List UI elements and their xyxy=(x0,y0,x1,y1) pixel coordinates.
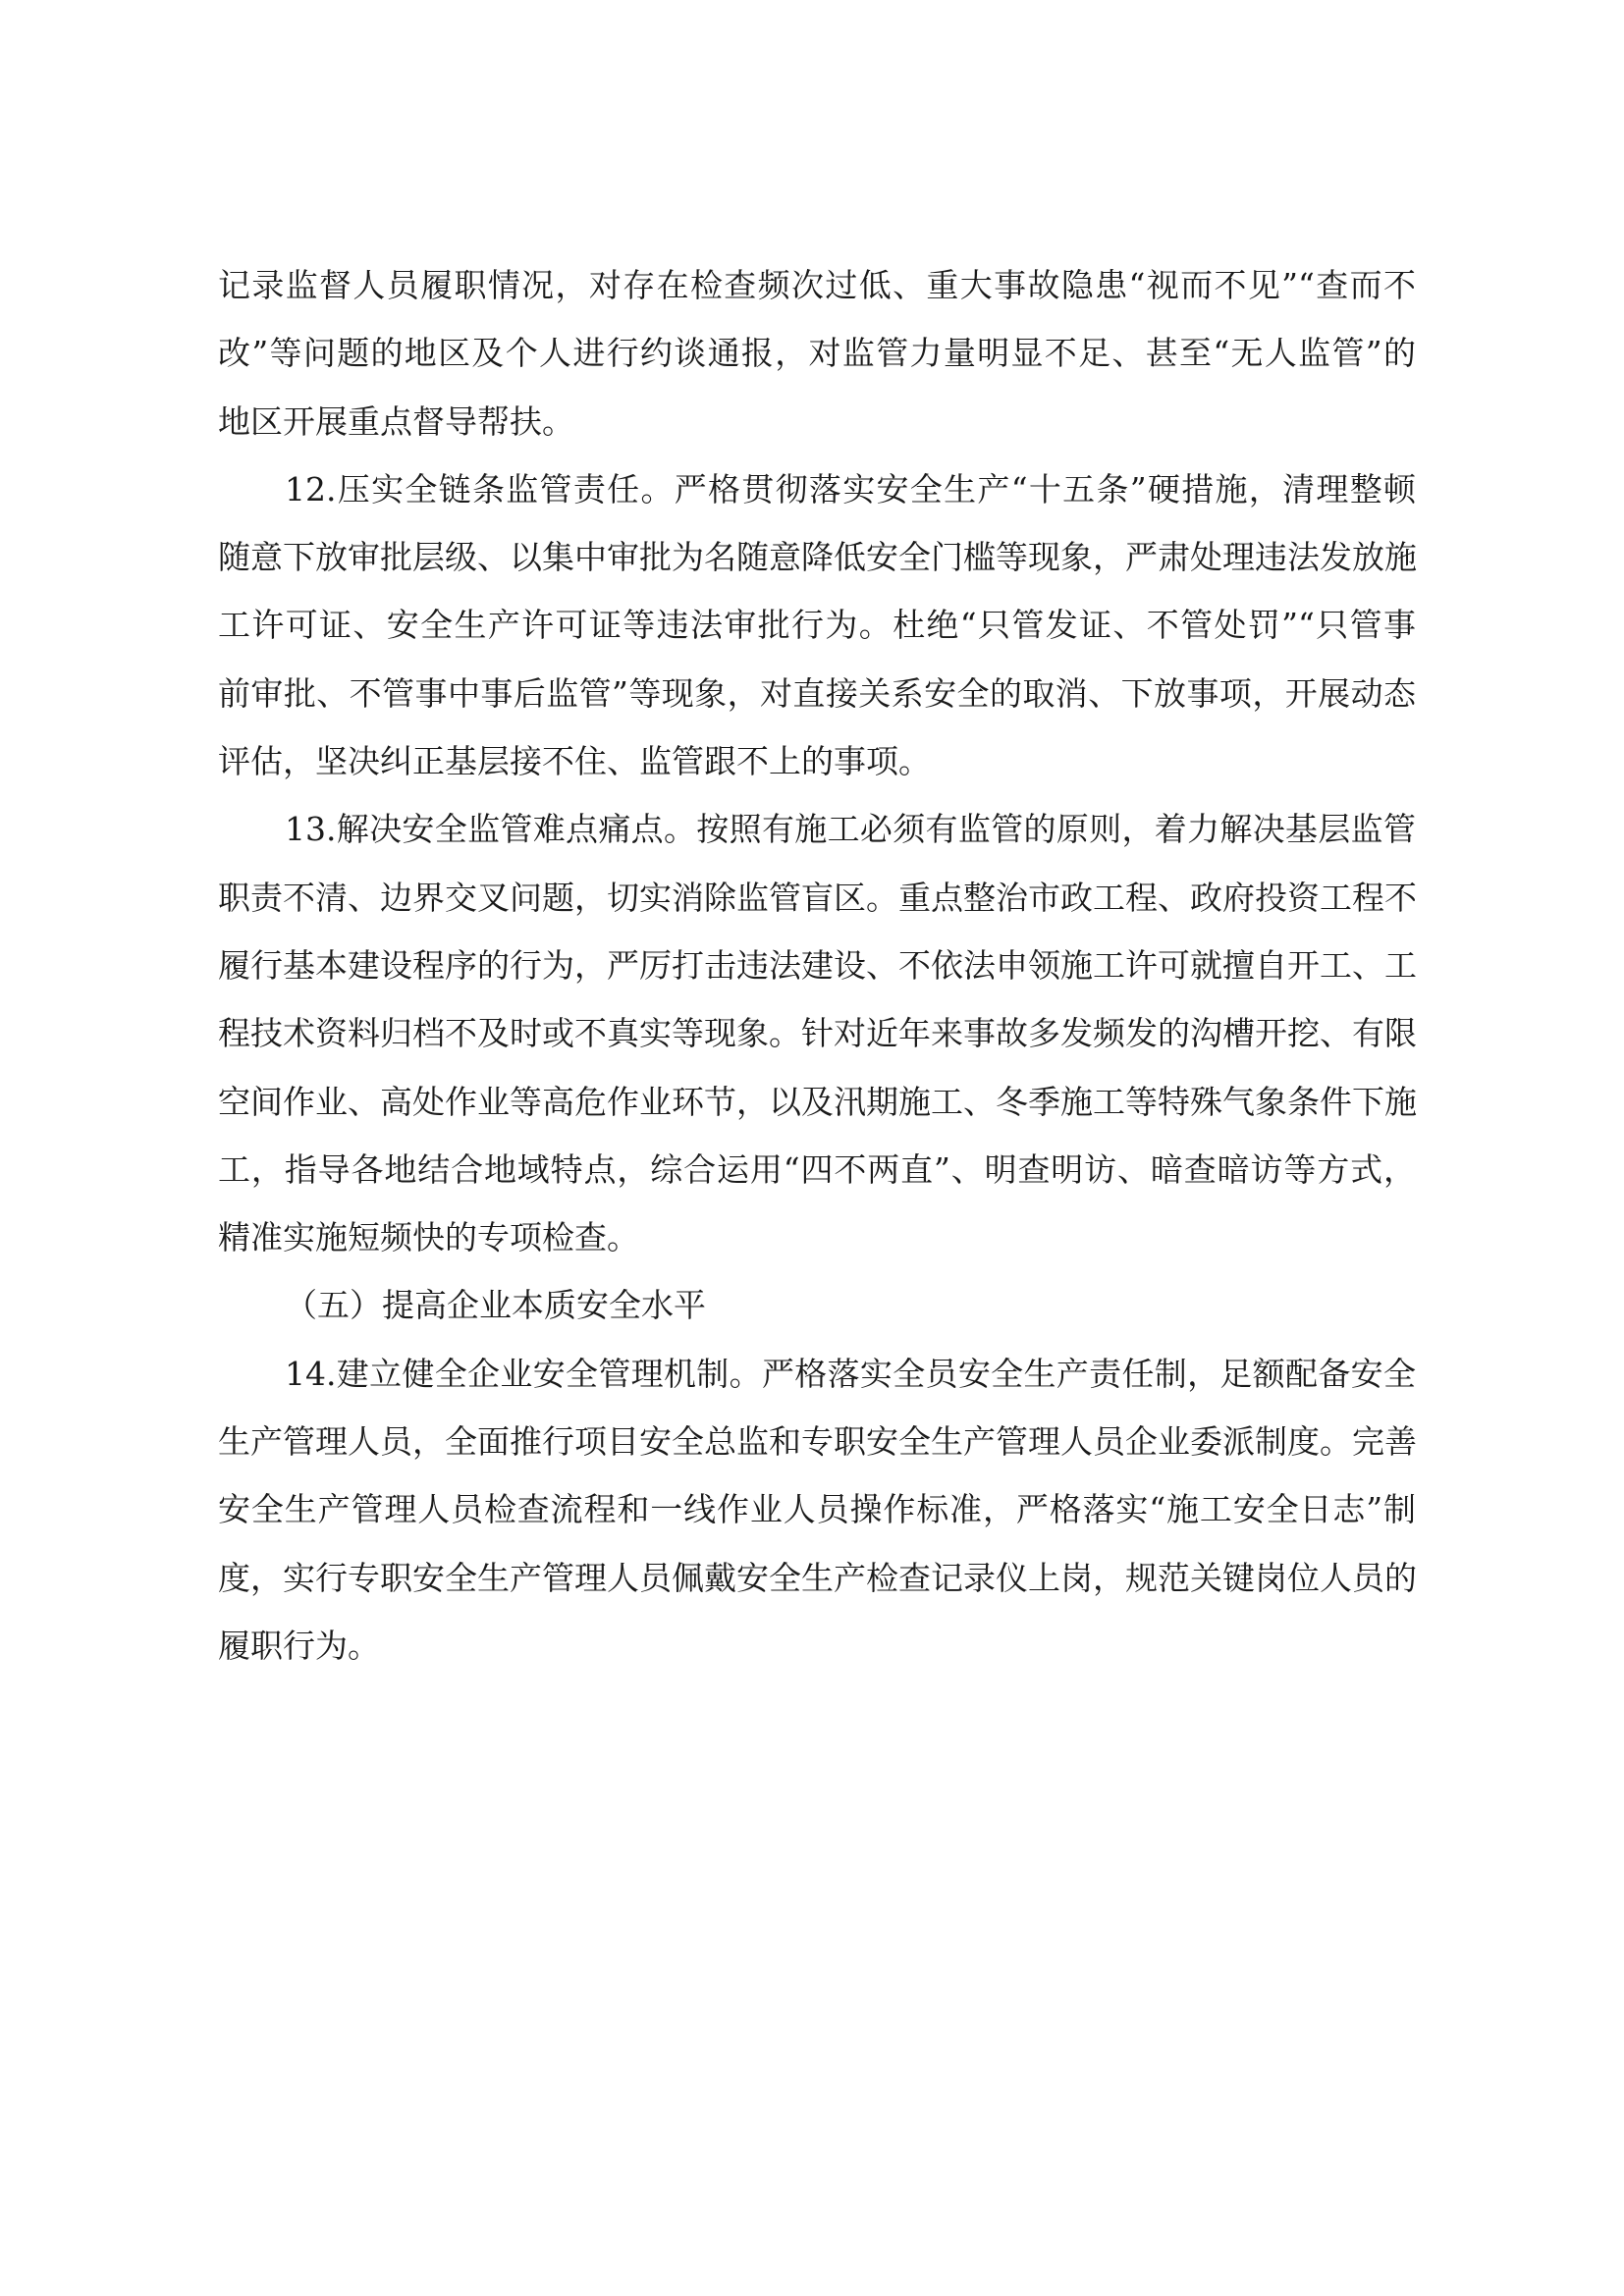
text-line: 职责不清、边界交叉问题，切实消除监管盲区。重点整治市政工程、政府投资工程不 xyxy=(218,878,1417,917)
text-line: 14.建立健全企业安全管理机制。严格落实全员安全生产责任制，足额配备安全 xyxy=(285,1354,1416,1393)
paragraph-continuation xyxy=(218,251,1416,455)
text-line: 地区开展重点督导帮扶。 xyxy=(218,401,574,441)
text-line: 履职行为。 xyxy=(218,1626,380,1665)
section-heading: （五）提高企业本质安全水平 xyxy=(285,1286,706,1325)
document-body xyxy=(218,251,1416,1680)
text-line: 精准实施短频快的专项检查。 xyxy=(218,1218,639,1257)
text-line: 前审批、不管事中事后监管”等现象，对直接关系安全的取消、下放事项，开展动态 xyxy=(218,673,1416,713)
text-line: 随意下放审批层级、以集中审批为名随意降低安全门槛等现象，严肃处理违法发放施 xyxy=(218,538,1417,577)
text-line: 工许可证、安全生产许可证等违法审批行为。杜绝“只管发证、不管处罚”“只管事 xyxy=(218,606,1416,645)
text-line: 度，实行专职安全生产管理人员佩戴安全生产检查记录仪上岗，规范关键岗位人员的 xyxy=(218,1558,1417,1597)
text-line: 工，指导各地结合地域特点，综合运用“四不两直”、明查明访、暗查暗访等方式， xyxy=(218,1149,1416,1189)
text-line: 12.压实全链条监管责任。严格贯彻落实安全生产“十五条”硬措施，清理整顿 xyxy=(285,469,1416,508)
text-line: 评估，坚决纠正基层接不住、监管跟不上的事项。 xyxy=(218,742,931,781)
text-line: 履行基本建设程序的行为，严厉打击违法建设、不依法申领施工许可就擅自开工、工 xyxy=(218,945,1417,985)
paragraph-item-12 xyxy=(218,455,1416,795)
text-line: 记录监督人员履职情况，对存在检查频次过低、重大事故隐患“视而不见”“查而不 xyxy=(218,266,1416,304)
paragraph-item-14 xyxy=(218,1340,1416,1680)
text-line: 安全生产管理人员检查流程和一线作业人员操作标准，严格落实“施工安全日志”制 xyxy=(218,1490,1416,1529)
text-line: 13.解决安全监管难点痛点。按照有施工必须有监管的原则，着力解决基层监管 xyxy=(285,810,1416,849)
paragraph-item-13 xyxy=(218,795,1416,1271)
text-line: 程技术资料归档不及时或不真实等现象。针对近年来事故多发频发的沟槽开挖、有限 xyxy=(218,1014,1417,1053)
text-line: 改”等问题的地区及个人进行约谈通报，对监管力量明显不足、甚至“无人监管”的 xyxy=(218,334,1416,373)
text-line: 生产管理人员，全面推行项目安全总监和专职安全生产管理人员企业委派制度。完善 xyxy=(218,1422,1417,1462)
text-line: 空间作业、高处作业等高危作业环节，以及汛期施工、冬季施工等特殊气象条件下施 xyxy=(218,1082,1417,1121)
